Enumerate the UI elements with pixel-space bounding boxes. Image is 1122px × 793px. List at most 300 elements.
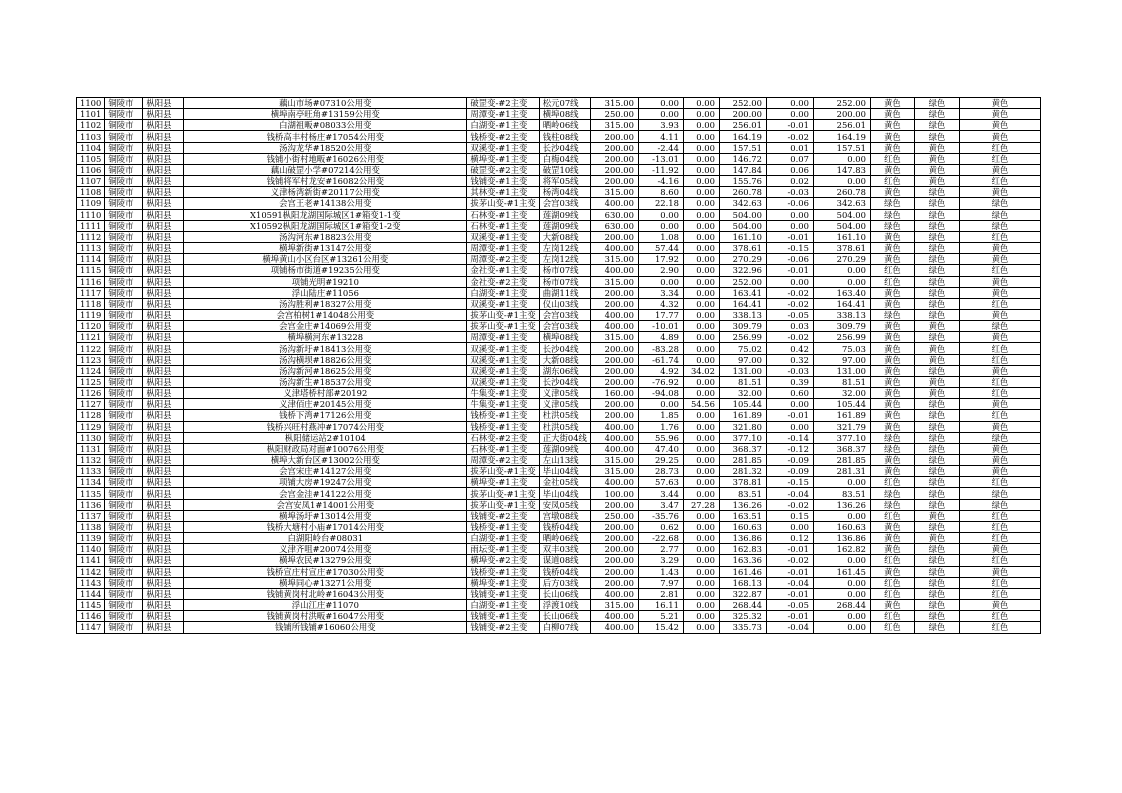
cell-index: 1135 (77, 488, 105, 499)
cell-value-b: 0.00 (683, 376, 719, 387)
cell-value-e: 97.00 (813, 354, 870, 365)
cell-status-1: 黄色 (870, 600, 914, 611)
cell-county: 枞阳县 (143, 254, 184, 265)
cell-status-1: 绿色 (870, 198, 914, 209)
cell-transformer-name: 会宫金庄#14069公用变 (184, 321, 467, 332)
cell-index: 1108 (77, 187, 105, 198)
cell-value-c: 378.81 (719, 477, 766, 488)
cell-feeder: 大新08线 (539, 354, 590, 365)
cell-value-a: 7.97 (638, 577, 683, 588)
cell-value-d: 0.60 (766, 388, 813, 399)
cell-status-2: 绿色 (914, 332, 959, 343)
cell-value-a: 29.25 (638, 455, 683, 466)
cell-transformer-name: 会宫金洼#14122公用变 (184, 488, 467, 499)
cell-value-c: 163.36 (719, 555, 766, 566)
cell-transformer-name: 横埠汤圩#13014公用变 (184, 510, 467, 521)
cell-value-b: 0.00 (683, 510, 719, 521)
cell-status-2: 绿色 (914, 455, 959, 466)
cell-value-d: -0.05 (766, 309, 813, 320)
cell-feeder: 左岗12线 (539, 243, 590, 254)
cell-status-2: 绿色 (914, 521, 959, 532)
cell-value-a: 0.00 (638, 399, 683, 410)
cell-status-1: 黄色 (870, 354, 914, 365)
cell-index: 1109 (77, 198, 105, 209)
cell-status-3: 黄色 (959, 287, 1040, 298)
cell-feeder: 钱柱08线 (539, 131, 590, 142)
cell-value-a: 2.81 (638, 588, 683, 599)
cell-value-c: 338.13 (719, 309, 766, 320)
cell-substation: 横埠变-#1主变 (467, 153, 539, 164)
cell-status-1: 红色 (870, 510, 914, 521)
cell-value-c: 325.32 (719, 611, 766, 622)
cell-index: 1106 (77, 164, 105, 175)
cell-value-b: 0.00 (683, 566, 719, 577)
cell-transformer-name: 浮山江庄#11070 (184, 600, 467, 611)
cell-value-c: 161.10 (719, 231, 766, 242)
cell-status-3: 红色 (959, 577, 1040, 588)
cell-substation: 周潭变-#2主变 (467, 254, 539, 265)
cell-transformer-name: 钱铺所钱铺#16060公用变 (184, 622, 467, 633)
cell-value-d: 0.07 (766, 153, 813, 164)
cell-value-c: 378.61 (719, 243, 766, 254)
cell-status-1: 绿色 (870, 443, 914, 454)
cell-feeder: 长沙04线 (539, 142, 590, 153)
cell-status-2: 绿色 (914, 231, 959, 242)
cell-county: 枞阳县 (143, 443, 184, 454)
cell-feeder: 松元07线 (539, 98, 590, 109)
cell-value-b: 0.00 (683, 120, 719, 131)
cell-substation: 金社变-#1主变 (467, 265, 539, 276)
cell-value-e: 0.00 (813, 153, 870, 164)
cell-index: 1117 (77, 287, 105, 298)
cell-transformer-name: 汤沟横坝#18826公用变 (184, 354, 467, 365)
cell-county: 枞阳县 (143, 153, 184, 164)
cell-capacity: 400.00 (590, 588, 638, 599)
cell-value-b: 0.00 (683, 466, 719, 477)
cell-value-c: 164.41 (719, 298, 766, 309)
cell-capacity: 200.00 (590, 153, 638, 164)
cell-status-3: 绿色 (959, 321, 1040, 332)
cell-county: 枞阳县 (143, 220, 184, 231)
cell-value-c: 260.78 (719, 187, 766, 198)
cell-capacity: 315.00 (590, 600, 638, 611)
cell-value-b: 0.00 (683, 600, 719, 611)
cell-value-b: 0.00 (683, 153, 719, 164)
cell-county: 枞阳县 (143, 600, 184, 611)
cell-feeder: 莲湖09线 (539, 443, 590, 454)
cell-value-d: -0.01 (766, 265, 813, 276)
cell-status-1: 黄色 (870, 365, 914, 376)
cell-capacity: 400.00 (590, 611, 638, 622)
cell-transformer-name: 钱桥下湾#17126公用变 (184, 410, 467, 421)
cell-transformer-name: 义津杨湾新街#20117公用变 (184, 187, 467, 198)
cell-value-d: 0.00 (766, 220, 813, 231)
cell-county: 枞阳县 (143, 198, 184, 209)
cell-value-b: 54.56 (683, 399, 719, 410)
cell-county: 枞阳县 (143, 455, 184, 466)
cell-index: 1143 (77, 577, 105, 588)
table-row (77, 421, 1041, 432)
cell-value-e: 161.10 (813, 231, 870, 242)
cell-capacity: 315.00 (590, 254, 638, 265)
cell-value-b: 0.00 (683, 321, 719, 332)
cell-value-e: 256.99 (813, 332, 870, 343)
cell-county: 枞阳县 (143, 432, 184, 443)
cell-value-c: 281.32 (719, 466, 766, 477)
cell-index: 1125 (77, 376, 105, 387)
cell-value-d: 0.00 (766, 521, 813, 532)
cell-index: 1126 (77, 388, 105, 399)
cell-index: 1110 (77, 209, 105, 220)
cell-status-3: 黄色 (959, 466, 1040, 477)
cell-county: 枞阳县 (143, 187, 184, 198)
cell-status-3: 黄色 (959, 332, 1040, 343)
cell-status-1: 黄色 (870, 421, 914, 432)
cell-value-e: 252.00 (813, 98, 870, 109)
table-row (77, 555, 1041, 566)
cell-value-b: 0.00 (683, 164, 719, 175)
cell-substation: 白湖变-#1主变 (467, 600, 539, 611)
cell-value-e: 0.00 (813, 555, 870, 566)
cell-status-2: 绿色 (914, 432, 959, 443)
cell-substation: 周潭变-#1主变 (467, 332, 539, 343)
cell-value-e: 164.19 (813, 131, 870, 142)
cell-capacity: 200.00 (590, 521, 638, 532)
cell-status-3: 黄色 (959, 421, 1040, 432)
cell-status-1: 黄色 (870, 131, 914, 142)
table-row (77, 365, 1041, 376)
cell-index: 1136 (77, 499, 105, 510)
cell-value-b: 0.00 (683, 477, 719, 488)
cell-feeder: 左山13线 (539, 455, 590, 466)
cell-county: 枞阳县 (143, 309, 184, 320)
cell-feeder: 左岗12线 (539, 254, 590, 265)
cell-index: 1131 (77, 443, 105, 454)
cell-city: 铜陵市 (105, 488, 143, 499)
cell-value-a: -76.92 (638, 376, 683, 387)
cell-value-e: 0.00 (813, 276, 870, 287)
cell-value-e: 136.26 (813, 499, 870, 510)
cell-value-a: -61.74 (638, 354, 683, 365)
cell-value-b: 0.00 (683, 198, 719, 209)
cell-city: 铜陵市 (105, 321, 143, 332)
cell-status-3: 红色 (959, 477, 1040, 488)
cell-feeder: 杨市07线 (539, 265, 590, 276)
cell-capacity: 200.00 (590, 176, 638, 187)
table-row (77, 332, 1041, 343)
cell-value-e: 281.31 (813, 466, 870, 477)
cell-value-e: 200.00 (813, 109, 870, 120)
cell-substation: 钱桥变-#1主变 (467, 566, 539, 577)
cell-city: 铜陵市 (105, 376, 143, 387)
cell-status-3: 黄色 (959, 600, 1040, 611)
cell-value-e: 164.41 (813, 298, 870, 309)
cell-status-3: 红色 (959, 354, 1040, 365)
cell-status-2: 绿色 (914, 120, 959, 131)
cell-transformer-name: 枞阳储运站2#10104 (184, 432, 467, 443)
cell-status-2: 绿色 (914, 499, 959, 510)
cell-county: 枞阳县 (143, 577, 184, 588)
cell-status-1: 黄色 (870, 231, 914, 242)
cell-substation: 钱桥变-#1主变 (467, 521, 539, 532)
cell-value-c: 162.83 (719, 544, 766, 555)
table-row (77, 109, 1041, 120)
cell-county: 枞阳县 (143, 388, 184, 399)
cell-status-3: 黄色 (959, 187, 1040, 198)
cell-capacity: 400.00 (590, 477, 638, 488)
cell-transformer-name: 钱铺将军村龙安#16082公用变 (184, 176, 467, 187)
cell-value-a: 47.40 (638, 443, 683, 454)
cell-status-3: 红色 (959, 298, 1040, 309)
cell-transformer-name: 义津佰庄#20145公用变 (184, 399, 467, 410)
cell-status-2: 绿色 (914, 488, 959, 499)
cell-value-b: 0.00 (683, 354, 719, 365)
cell-status-3: 红色 (959, 533, 1040, 544)
cell-value-c: 157.51 (719, 142, 766, 153)
cell-value-b: 0.00 (683, 243, 719, 254)
cell-value-b: 0.00 (683, 187, 719, 198)
cell-value-e: 161.45 (813, 566, 870, 577)
cell-value-b: 0.00 (683, 611, 719, 622)
cell-value-e: 377.10 (813, 432, 870, 443)
cell-status-2: 绿色 (914, 198, 959, 209)
cell-value-b: 0.00 (683, 577, 719, 588)
cell-status-2: 黄色 (914, 376, 959, 387)
cell-value-a: 1.08 (638, 231, 683, 242)
cell-index: 1127 (77, 399, 105, 410)
cell-feeder: 长山06线 (539, 611, 590, 622)
cell-value-d: -0.02 (766, 298, 813, 309)
cell-status-1: 黄色 (870, 164, 914, 175)
cell-index: 1111 (77, 220, 105, 231)
cell-county: 枞阳县 (143, 588, 184, 599)
cell-status-1: 红色 (870, 611, 914, 622)
cell-value-e: 75.03 (813, 343, 870, 354)
cell-status-1: 黄色 (870, 343, 914, 354)
cell-value-d: 0.39 (766, 376, 813, 387)
cell-status-3: 黄色 (959, 243, 1040, 254)
cell-status-2: 绿色 (914, 421, 959, 432)
cell-county: 枞阳县 (143, 343, 184, 354)
cell-city: 铜陵市 (105, 622, 143, 633)
cell-transformer-name: 汤沟胜利#18327公用变 (184, 298, 467, 309)
cell-value-a: 0.00 (638, 98, 683, 109)
cell-value-a: 4.89 (638, 332, 683, 343)
cell-city: 铜陵市 (105, 566, 143, 577)
table-row (77, 309, 1041, 320)
cell-value-a: 1.85 (638, 410, 683, 421)
cell-value-c: 377.10 (719, 432, 766, 443)
cell-capacity: 200.00 (590, 544, 638, 555)
table-row (77, 120, 1041, 131)
cell-transformer-name: 义津齐咀#20074公用变 (184, 544, 467, 555)
cell-value-b: 0.00 (683, 287, 719, 298)
cell-value-d: 0.00 (766, 399, 813, 410)
cell-status-1: 黄色 (870, 466, 914, 477)
cell-index: 1115 (77, 265, 105, 276)
cell-county: 枞阳县 (143, 488, 184, 499)
cell-value-b: 0.00 (683, 298, 719, 309)
cell-capacity: 400.00 (590, 243, 638, 254)
cell-value-b: 0.00 (683, 309, 719, 320)
cell-value-a: -13.01 (638, 153, 683, 164)
cell-capacity: 400.00 (590, 432, 638, 443)
cell-value-c: 256.01 (719, 120, 766, 131)
cell-status-3: 红色 (959, 555, 1040, 566)
table-row (77, 510, 1041, 521)
table-row (77, 432, 1041, 443)
cell-substation: 牛集变-#1主变 (467, 399, 539, 410)
cell-value-b: 0.00 (683, 544, 719, 555)
cell-value-e: 309.79 (813, 321, 870, 332)
cell-feeder: 金社05线 (539, 477, 590, 488)
cell-value-d: -0.03 (766, 365, 813, 376)
cell-value-c: 161.89 (719, 410, 766, 421)
cell-value-a: 57.63 (638, 477, 683, 488)
cell-value-c: 83.51 (719, 488, 766, 499)
cell-transformer-name: 汤沟新河#18625公用变 (184, 365, 467, 376)
cell-status-1: 黄色 (870, 376, 914, 387)
cell-capacity: 315.00 (590, 98, 638, 109)
cell-value-e: 378.61 (813, 243, 870, 254)
cell-index: 1132 (77, 455, 105, 466)
cell-status-3: 红色 (959, 588, 1040, 599)
cell-value-a: 2.77 (638, 544, 683, 555)
cell-value-d: -0.14 (766, 432, 813, 443)
cell-index: 1133 (77, 466, 105, 477)
cell-feeder: 毕山04线 (539, 488, 590, 499)
cell-substation: 双溪变-#1主变 (467, 343, 539, 354)
cell-status-2: 绿色 (914, 544, 959, 555)
cell-county: 枞阳县 (143, 109, 184, 120)
cell-substation: 横埠变-#2主变 (467, 555, 539, 566)
cell-status-2: 绿色 (914, 399, 959, 410)
cell-county: 枞阳县 (143, 332, 184, 343)
cell-value-d: 0.02 (766, 176, 813, 187)
table-row (77, 321, 1041, 332)
cell-status-1: 红色 (870, 588, 914, 599)
table-row (77, 220, 1041, 231)
cell-transformer-name: 会宫安凤1#14001公用变 (184, 499, 467, 510)
cell-city: 铜陵市 (105, 98, 143, 109)
cell-value-e: 504.00 (813, 209, 870, 220)
cell-value-e: 81.51 (813, 376, 870, 387)
table-row (77, 287, 1041, 298)
cell-status-2: 黄色 (914, 533, 959, 544)
cell-status-2: 绿色 (914, 209, 959, 220)
cell-value-e: 157.51 (813, 142, 870, 153)
cell-value-a: -2.44 (638, 142, 683, 153)
cell-status-1: 红色 (870, 153, 914, 164)
cell-county: 枞阳县 (143, 622, 184, 633)
cell-value-d: 0.00 (766, 109, 813, 120)
cell-value-e: 0.00 (813, 588, 870, 599)
cell-index: 1139 (77, 533, 105, 544)
cell-index: 1137 (77, 510, 105, 521)
cell-city: 铜陵市 (105, 443, 143, 454)
cell-status-3: 黄色 (959, 254, 1040, 265)
cell-value-c: 504.00 (719, 209, 766, 220)
table-row (77, 588, 1041, 599)
table-row (77, 231, 1041, 242)
cell-value-c: 75.02 (719, 343, 766, 354)
cell-value-a: 15.42 (638, 622, 683, 633)
table-row (77, 600, 1041, 611)
cell-value-a: 3.29 (638, 555, 683, 566)
cell-status-1: 黄色 (870, 287, 914, 298)
table-row (77, 354, 1041, 365)
cell-city: 铜陵市 (105, 254, 143, 265)
cell-status-1: 黄色 (870, 243, 914, 254)
cell-value-b: 0.00 (683, 455, 719, 466)
cell-value-c: 268.44 (719, 600, 766, 611)
cell-value-b: 0.00 (683, 555, 719, 566)
cell-value-c: 309.79 (719, 321, 766, 332)
cell-city: 铜陵市 (105, 309, 143, 320)
cell-status-1: 黄色 (870, 321, 914, 332)
cell-status-1: 绿色 (870, 209, 914, 220)
cell-index: 1145 (77, 600, 105, 611)
cell-value-c: 252.00 (719, 276, 766, 287)
cell-value-a: 0.00 (638, 276, 683, 287)
cell-county: 枞阳县 (143, 231, 184, 242)
cell-value-b: 0.00 (683, 109, 719, 120)
cell-city: 铜陵市 (105, 265, 143, 276)
cell-county: 枞阳县 (143, 131, 184, 142)
cell-county: 枞阳县 (143, 544, 184, 555)
cell-county: 枞阳县 (143, 466, 184, 477)
cell-capacity: 200.00 (590, 287, 638, 298)
cell-substation: 破罡变-#2主变 (467, 98, 539, 109)
cell-value-b: 0.00 (683, 98, 719, 109)
table-row (77, 376, 1041, 387)
cell-value-d: -0.15 (766, 243, 813, 254)
cell-transformer-name: 会宫宋庄#14127公用变 (184, 466, 467, 477)
table-row (77, 254, 1041, 265)
cell-value-d: -0.01 (766, 588, 813, 599)
cell-substation: 双溪变-#1主变 (467, 365, 539, 376)
cell-status-1: 黄色 (870, 187, 914, 198)
cell-status-3: 绿色 (959, 198, 1040, 209)
cell-status-1: 绿色 (870, 220, 914, 231)
table-row (77, 399, 1041, 410)
cell-substation: 石林变-#1主变 (467, 220, 539, 231)
cell-capacity: 315.00 (590, 332, 638, 343)
cell-value-d: -0.01 (766, 120, 813, 131)
cell-status-1: 红色 (870, 265, 914, 276)
table-row (77, 142, 1041, 153)
cell-status-2: 绿色 (914, 365, 959, 376)
cell-capacity: 315.00 (590, 276, 638, 287)
cell-value-b: 34.02 (683, 365, 719, 376)
cell-capacity: 400.00 (590, 198, 638, 209)
cell-city: 铜陵市 (105, 388, 143, 399)
cell-status-2: 黄色 (914, 176, 959, 187)
cell-city: 铜陵市 (105, 287, 143, 298)
cell-substation: 钱桥变-#1主变 (467, 410, 539, 421)
cell-capacity: 630.00 (590, 209, 638, 220)
cell-status-3: 黄色 (959, 120, 1040, 131)
cell-city: 铜陵市 (105, 332, 143, 343)
cell-value-b: 0.00 (683, 521, 719, 532)
cell-value-c: 81.51 (719, 376, 766, 387)
cell-value-a: 4.11 (638, 131, 683, 142)
cell-substation: 钱桥变-#2主变 (467, 131, 539, 142)
cell-status-1: 红色 (870, 176, 914, 187)
cell-capacity: 250.00 (590, 510, 638, 521)
cell-feeder: 会宫03线 (539, 321, 590, 332)
cell-value-d: 0.03 (766, 321, 813, 332)
